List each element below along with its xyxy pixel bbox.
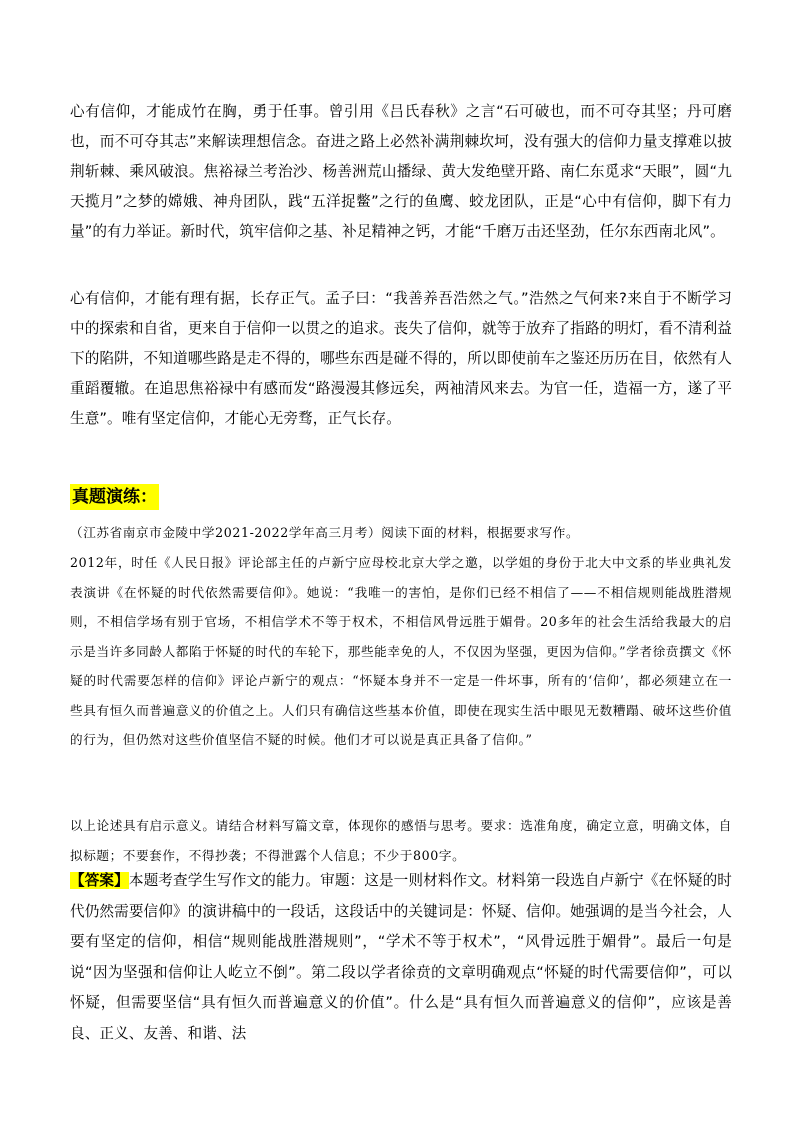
exam-source: （江苏省南京市金陵中学2021-2022学年高三月考）阅读下面的材料，根据要求写作。 xyxy=(70,525,580,540)
answer-paragraph xyxy=(70,866,732,1049)
answer-text: 本题考查学生写作文的能力。审题：这是一则材料作文。材料第一段选自卢新宁《在怀疑的时代仍然需要信仰》的演讲稿中的一段话，这段话中的关键词是：怀疑、信仰。她强调的是当今社会，人要有坚定的信仰，相信“规则能战胜潜规则”，“学术不等于权术”，“风骨远胜于媚骨”。最后一句是说“因为坚强和信仰让人屹立不倒”。第二段以学者徐贲的文章明确观点“怀疑的时代需要信仰”，可以怀疑，但需要坚信“具有恒久而普遍意义的价值”。什么是“具有恒久而普遍意义的信仰”，应该是善良、正义、友善、和谐、法 xyxy=(70,872,733,1042)
paragraph-faith-courage: 心有信仰，才能成竹在胸，勇于任事。曾引用《吕氏春秋》之言“石可破也，而不可夺其坚；丹可磨也，而不可夺其志”来解读理想信念。奋进之路上必然补满荆棘坎坷，没有强大的信仰力量支撑难以披荆斩棘、乘风破浪。焦裕禄兰考治沙、杨善洲荒山播绿、黄大发绝壁开路、南仁东觅求“天眼”，圆“九天揽月”之梦的嫦娥、神舟团队，践“五洋捉鳖”之行的鱼鹰、蛟龙团队，正是“心中有信仰，脚下有力量”的有力举证。新时代，筑牢信仰之基、补足精神之钙，才能“千磨万击还坚劲，任尔东西南北风”。 xyxy=(70,103,732,240)
exam-requirement: 以上论述具有启示意义。请结合材料写篇文章，体现你的感悟与思考。要求：选准角度，确定立意，明确文体，自拟标题；不要套作，不得抄袭；不得泄露个人信息；不少于800字。 xyxy=(70,818,732,863)
exam-material: 2012年，时任《人民日报》评论部主任的卢新宁应母校北京大学之邀，以学姐的身份于北大中文系的毕业典礼发表演讲《在怀疑的时代依然需要信仰》。她说：“我唯一的害怕，是你们已经不相信了——不相信规则能战胜潜规则，不相信学场有别于官场，不相信学术不等于权术，不相信风骨远胜于媚骨。20多年的社会生活给我最大的启示是当许多同龄人都陷于怀疑的时代的车轮下，那些能幸免的人，不仅因为坚强，更因为信仰。”学者徐贲撰文《怀疑的时代需要怎样的信仰》评论卢新宁的观点：“怀疑本身并不一定是一件坏事，所有的‘信仰’，都必须建立在一些具有恒久而普遍意义的价值之上。人们只有确信这些基本价值，即使在现实生活中眼见无数糟蹋、破坏这些价值的行为，但仍然对这些价值坚信不疑的时候。他们才可以说是真正具备了信仰。” xyxy=(70,555,732,747)
answer-label: 【答案】 xyxy=(70,872,129,889)
section-title-practice: 真题演练： xyxy=(70,484,159,510)
paragraph-faith-integrity: 心有信仰，才能有理有据，长存正气。孟子曰：“我善养吾浩然之气。”浩然之气何来?来自于不断学习中的探索和自省，更来自于信仰一以贯之的追求。丧失了信仰，就等于放弃了指路的明灯，看不清利益下的陷阱，不知道哪些路是走不得的，哪些东西是碰不得的，所以即使前车之鉴还历历在目，依然有人重蹈覆辙。在追思焦裕禄中有感而发“路漫漫其修远矣，两袖清风来去。为官一任，造福一方，遂了平生意”。唯有坚定信仰，才能心无旁骛，正气长存。 xyxy=(70,290,732,427)
